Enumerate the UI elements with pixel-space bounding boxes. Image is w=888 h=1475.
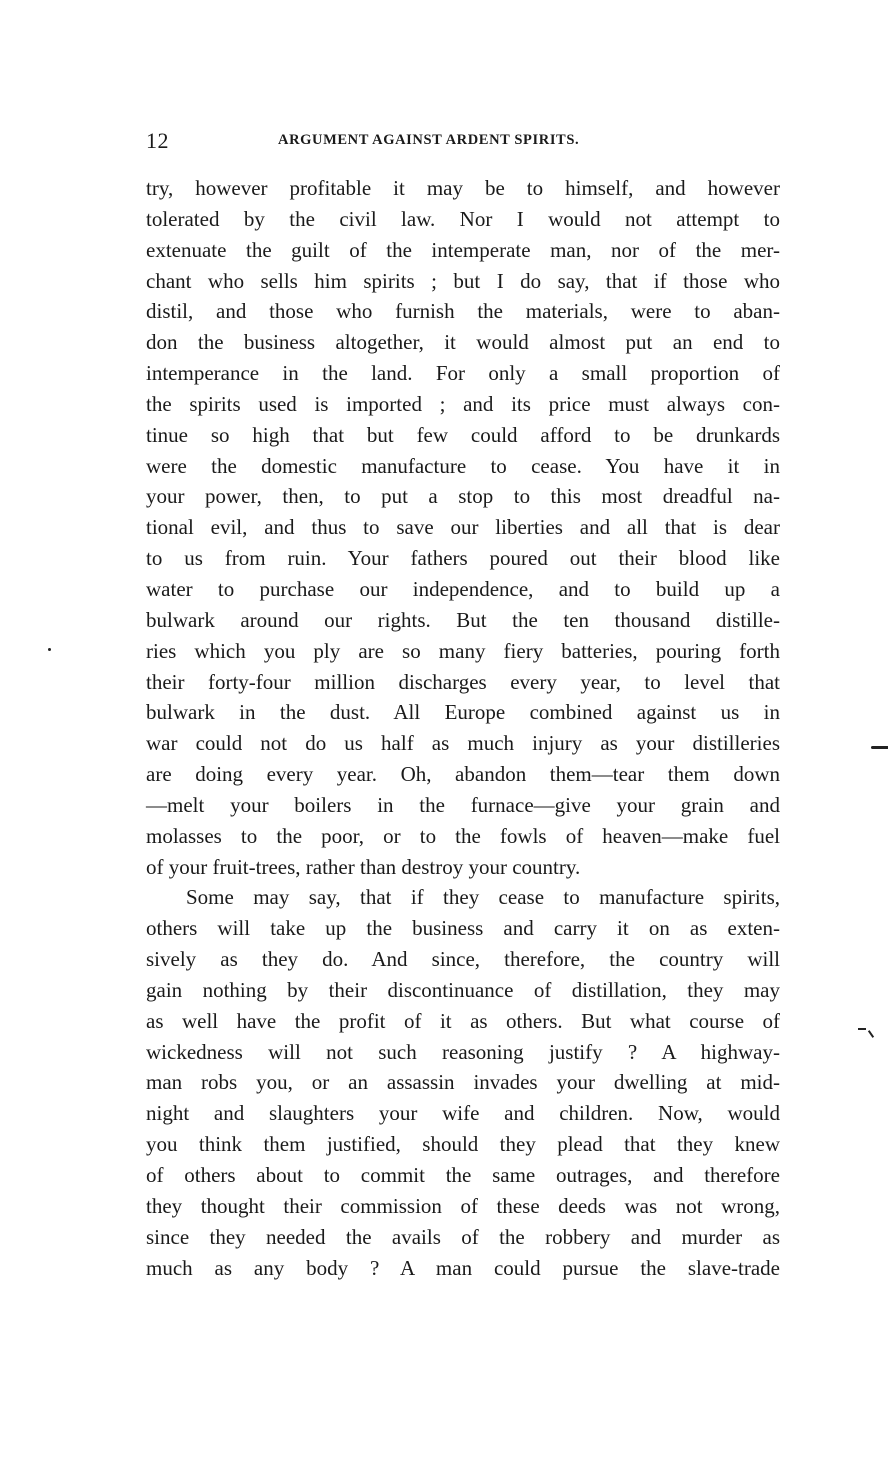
margin-dash-mark xyxy=(871,746,888,749)
text-line: tinue so high that but few could afford to be drunkards xyxy=(146,422,780,447)
running-title: ARGUMENT AGAINST ARDENT SPIRITS. xyxy=(278,132,580,148)
body-text xyxy=(146,173,780,1283)
text-line: night and slaughters your wife and children. Now, would xyxy=(146,1101,780,1126)
text-line: others will take up the business and carry it on as exten- xyxy=(146,916,780,941)
text-line: bulwark in the dust. All Europe combined against us in xyxy=(146,700,780,725)
text-line: gain nothing by their discontinuance of distillation, they may xyxy=(146,977,780,1002)
text-line: try, however profitable it may be to himself, and however xyxy=(146,176,780,200)
text-line: ries which you ply are so many fiery batteries, pouring forth xyxy=(146,638,780,663)
paragraph-1 xyxy=(146,173,780,882)
text-line: man robs you, or an assassin invades your dwelling at mid- xyxy=(146,1070,780,1095)
margin-tick-mark xyxy=(868,1030,874,1038)
text-line: water to purchase our independence, and to build up a xyxy=(146,576,780,601)
text-line: don the business altogether, it would almost put an end to xyxy=(146,330,780,355)
text-line: are doing every year. Oh, abandon them—tear them down xyxy=(146,762,780,787)
text-line: tional evil, and thus to save our liberties and all that is dear xyxy=(146,515,780,540)
text-line: the spirits used is imported ; and its price must always con- xyxy=(146,391,780,416)
text-line: wickedness will not such reasoning justify ? A highway- xyxy=(146,1039,780,1064)
text-line: molasses to the poor, or to the fowls of heaven—make fuel xyxy=(146,823,780,848)
paragraph-2 xyxy=(146,882,780,1283)
text-line: distil, and those who furnish the materials, were to aban- xyxy=(146,299,780,324)
text-line: you think them justified, should they plead that they knew xyxy=(146,1132,780,1157)
text-line: of your fruit-trees, rather than destroy your country. xyxy=(146,854,581,879)
text-line: tolerated by the civil law. Nor I would not attempt to xyxy=(146,206,780,231)
running-head xyxy=(146,128,786,158)
text-line: sively as they do. And since, therefore, the country will xyxy=(146,947,780,972)
margin-tick-mark xyxy=(858,1028,866,1030)
text-line: war could not do us half as much injury as your distilleries xyxy=(146,731,780,756)
text-line: since they needed the avails of the robbery and murder as xyxy=(146,1224,780,1249)
text-line: they thought their commission of these deeds was not wrong, xyxy=(146,1193,780,1218)
text-line: chant who sells him spirits ; but I do say, that if those who xyxy=(146,268,780,293)
text-line: to us from ruin. Your fathers poured out their blood like xyxy=(146,546,780,571)
text-line: were the domestic manufacture to cease. You have it in xyxy=(146,453,780,478)
text-line: your power, then, to put a stop to this most dreadful na- xyxy=(146,484,780,509)
text-line: much as any body ? A man could pursue the slave-trade xyxy=(146,1255,780,1280)
page-number: 12 xyxy=(146,128,169,153)
text-line: intemperance in the land. For only a small proportion of xyxy=(146,361,780,386)
text-line: extenuate the guilt of the intemperate man, nor of the mer- xyxy=(146,237,780,262)
text-line: their forty-four million discharges every year, to level that xyxy=(146,669,780,694)
text-line: of others about to commit the same outrages, and therefore xyxy=(146,1163,780,1187)
margin-dot-mark xyxy=(48,648,51,651)
text-line: —melt your boilers in the furnace—give your grain and xyxy=(146,792,780,817)
text-line: as well have the profit of it as others. But what course of xyxy=(146,1008,780,1033)
text-line: Some may say, that if they cease to manufacture spirits, xyxy=(186,885,780,910)
text-line: bulwark around our rights. But the ten thousand distille- xyxy=(146,607,780,632)
